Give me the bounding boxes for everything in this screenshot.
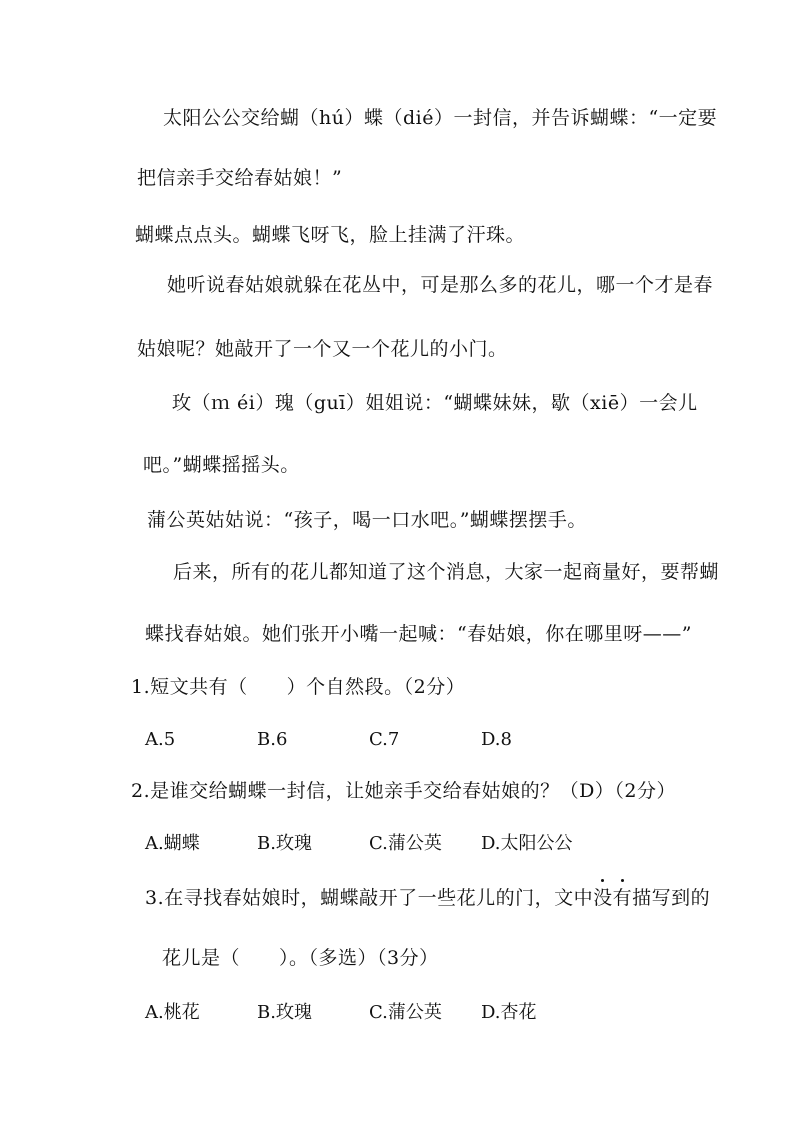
passage-paragraph-6-line-2: 蝶找春姑娘。她们张开小嘴一起喊：“春姑娘，你在哪里呀——”	[145, 623, 692, 645]
passage-paragraph-3-line-2: 姑娘呢？她敲开了一个又一个花儿的小门。	[137, 338, 508, 360]
passage-paragraph-5: 蒲公英姑姑说：“孩子，喝一口水吧。”蝴蝶摆摆手。	[147, 509, 587, 531]
question-2-option-c: C.蒲公英	[369, 833, 442, 854]
passage-paragraph-1-line-2: 把信亲手交给春姑娘！”	[137, 167, 343, 189]
passage-paragraph-4-line-2: 吧。”蝴蝶摇摇头。	[143, 454, 300, 476]
question-1-text: 1.短文共有（ ）个自然段。（2分）	[131, 676, 466, 698]
question-1-option-b: B.6	[257, 729, 288, 750]
passage-paragraph-6-line-1: 后来，所有的花儿都知道了这个消息，大家一起商量好，要帮蝴	[173, 561, 720, 583]
passage-paragraph-4-line-1: 玫（ｍ éi）瑰（guī）姐姐说：“蝴蝶妹妹，歇（xiē）一会儿	[172, 392, 698, 414]
question-1-option-a: A.5	[145, 729, 176, 750]
passage-paragraph-3-line-1: 她听说春姑娘就躲在花丛中，可是那么多的花儿，哪一个才是春	[167, 274, 714, 296]
question-2-option-b: B.玫瑰	[257, 833, 312, 854]
question-3-option-c: C.蒲公英	[369, 1002, 442, 1023]
passage-paragraph-2: 蝴蝶点点头。蝴蝶飞呀飞，脸上挂满了汗珠。	[135, 224, 526, 246]
question-3-option-d: D.杏花	[481, 1002, 537, 1023]
question-2-option-d: D.太阳公公	[481, 833, 573, 854]
question-1-option-d: D.8	[481, 729, 512, 750]
question-3-emphasis-mei: 没	[593, 887, 613, 909]
question-3-option-b: B.玫瑰	[257, 1002, 312, 1023]
question-3-text-line-2: 花儿是（ ）。（多选）（3分）	[162, 947, 439, 969]
question-3-text-before: 3.在寻找春姑娘时，蝴蝶敲开了一些花儿的门，文中	[145, 887, 594, 909]
question-3-emphasis-you: 有	[612, 887, 633, 909]
question-3-option-a: A.桃花	[145, 1002, 200, 1023]
question-3-text-line-1	[145, 885, 710, 911]
question-2-option-a: A.蝴蝶	[145, 833, 200, 854]
passage-paragraph-1-line-1: 太阳公公交给蝴（hú）蝶（dié）一封信，并告诉蝴蝶：“一定要	[163, 107, 718, 129]
question-2-text: 2.是谁交给蝴蝶一封信，让她亲手交给春姑娘的？（D）（2分）	[131, 780, 676, 802]
question-3-text-after: 描写到的	[632, 887, 711, 909]
question-1-option-c: C.7	[369, 729, 400, 750]
